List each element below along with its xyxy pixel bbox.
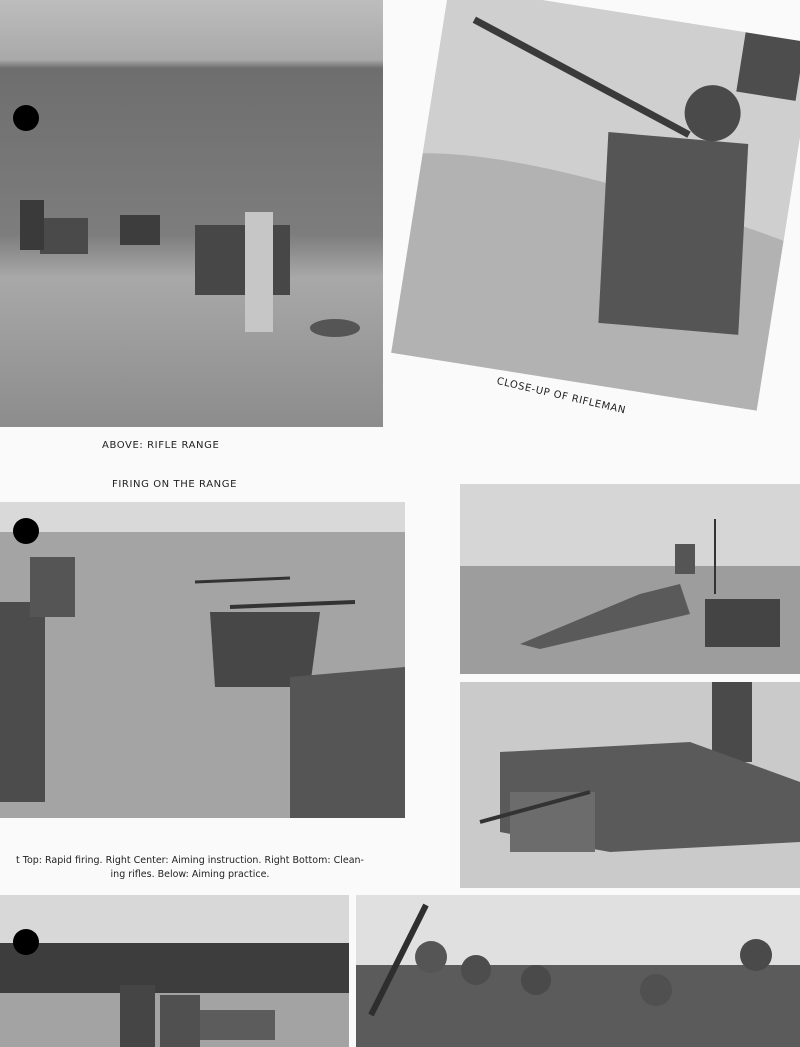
closeup-rifleman-photo — [391, 0, 800, 411]
cleaning-rifles-photo — [356, 895, 800, 1047]
multi-photo-caption-line1: t Top: Rapid firing. Right Center: Aiming instruction. Right Bottom: Clean- — [16, 855, 364, 866]
rifle-range-photo — [0, 0, 383, 427]
punch-hole-top — [13, 105, 39, 131]
closeup-caption: CLOSE-UP OF RIFLEMAN — [495, 376, 627, 417]
firing-line-photo — [0, 502, 405, 818]
firing-range-caption: FIRING ON THE RANGE — [112, 479, 237, 490]
aiming-instruction-photo — [460, 682, 800, 888]
punch-hole-bottom — [13, 929, 39, 955]
multi-photo-caption — [0, 854, 380, 882]
range-line-photo — [460, 484, 800, 674]
rifle-range-caption: ABOVE: RIFLE RANGE — [102, 440, 220, 451]
punch-hole-middle — [13, 518, 39, 544]
aiming-practice-photo — [0, 895, 349, 1047]
multi-photo-caption-line2: ing rifles. Below: Aiming practice. — [110, 869, 270, 880]
